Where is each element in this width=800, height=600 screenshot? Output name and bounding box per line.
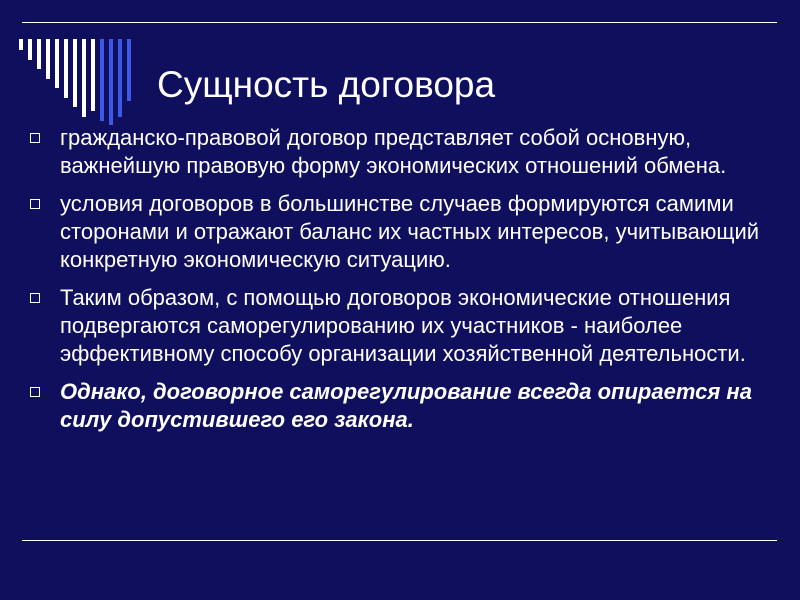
hollow-square-icon	[30, 199, 40, 209]
list-item	[30, 124, 770, 180]
hollow-square-icon	[30, 133, 40, 143]
hollow-square-icon	[30, 293, 40, 303]
hollow-square-icon	[30, 387, 40, 397]
bullet-text: Таким образом, с помощью договоров экономические отношения подвергаются саморегулированию их участников - наиболее эффективному способу организации хозяйственной деятельности.	[60, 285, 746, 366]
bullet-list	[30, 124, 770, 444]
decorative-stripes	[0, 0, 140, 130]
slide-title: Сущность договора	[157, 64, 496, 105]
list-item	[30, 190, 770, 274]
bullet-text: гражданско-правовой договор представляет собой основную, важнейшую правовую форму экономических отношений обмена.	[60, 125, 727, 178]
list-item	[30, 378, 770, 434]
list-item	[30, 284, 770, 368]
bullet-text: условия договоров в большинстве случаев формируются самими сторонами и отражают баланс их частных интересов, учитывающий конкретную экономическую ситуацию.	[60, 191, 760, 272]
bullet-text: Однако, договорное саморегулирование всегда опирается на силу допустившего его закона.	[60, 379, 752, 432]
bottom-divider	[22, 540, 777, 541]
